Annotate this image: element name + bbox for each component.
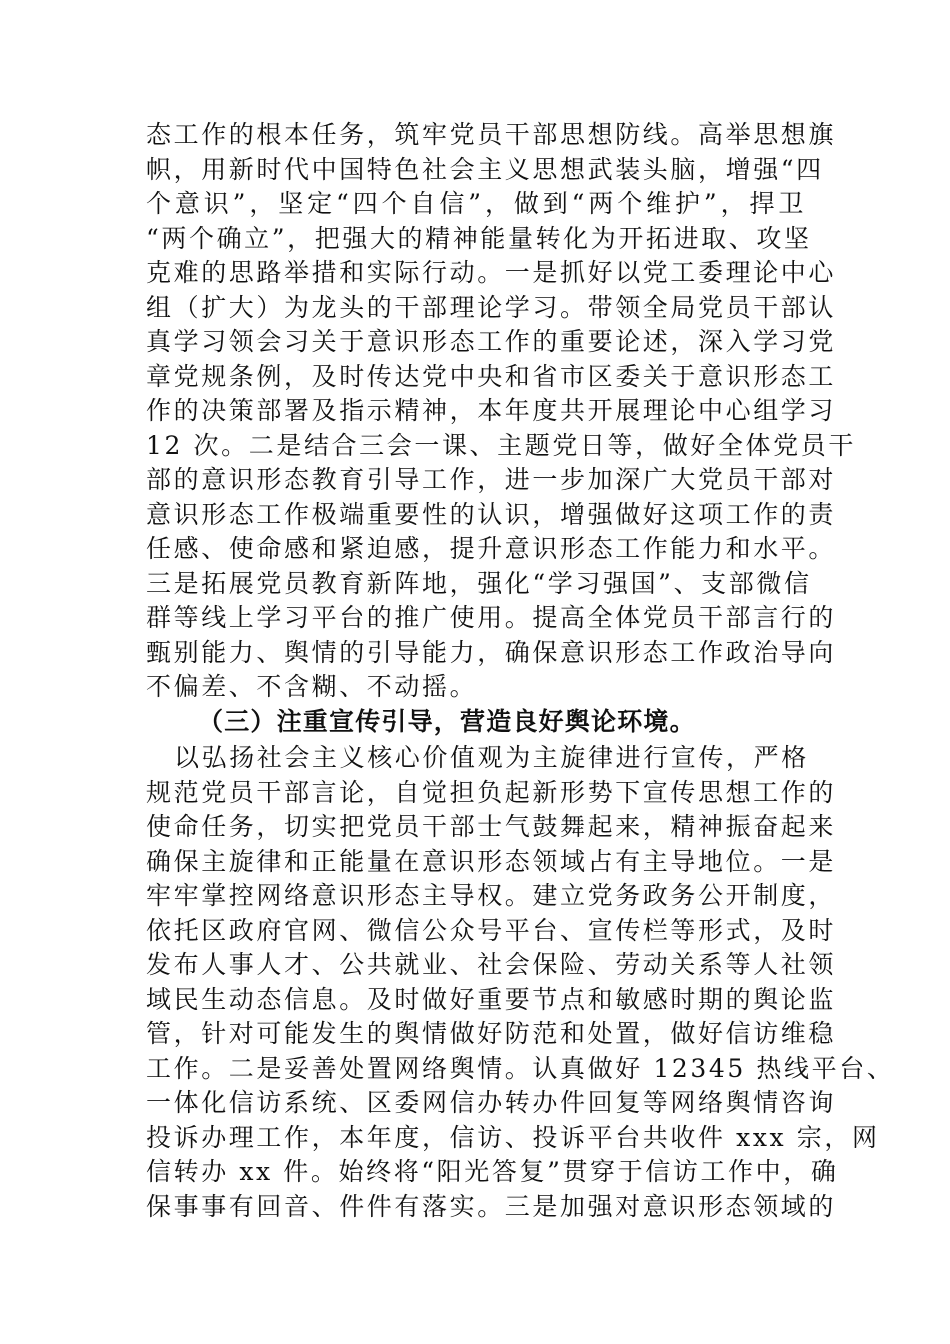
text-line: 12 次。二是结合三会一课、主题党日等，做好全体党员干 bbox=[146, 430, 856, 460]
text-line: 部的意识形态教育引导工作，进一步加深广大党员干部对 bbox=[146, 465, 837, 494]
text-line: 投诉办理工作，本年度，信访、投诉平台共收件 xxx 宗，网 bbox=[146, 1122, 880, 1152]
text-line: 任感、使命感和紧迫感，提升意识形态工作能力和水平。 bbox=[146, 534, 837, 563]
text-line: 不偏差、不含糊、不动摇。 bbox=[146, 672, 478, 701]
section-heading: （三）注重宣传引导，营造良好舆论环境。 bbox=[198, 707, 696, 736]
text-line: 态工作的根本任务，筑牢党员干部思想防线。高举思想旗 bbox=[146, 120, 837, 149]
text-line: 域民生动态信息。及时做好重要节点和敏感时期的舆论监 bbox=[146, 984, 837, 1014]
text-line: 以弘扬社会主义核心价值观为主旋律进行宣传，严格 bbox=[174, 743, 809, 772]
text-line: 克难的思路举措和实际行动。一是抓好以党工委理论中心 bbox=[146, 258, 837, 287]
text-line: 章党规条例，及时传达党中央和省市区委关于意识形态工 bbox=[146, 361, 837, 391]
text-line: 管，针对可能发生的舆情做好防范和处置，做好信访维稳 bbox=[146, 1019, 837, 1048]
text-line: 使命任务，切实把党员干部士气鼓舞起来，精神振奋起来 bbox=[146, 812, 837, 841]
text-line: 工作。二是妥善处置网络舆情。认真做好 12345 热线平台、 bbox=[146, 1053, 895, 1083]
text-line: 三是拓展党员教育新阵地，强化“学习强国”、支部微信 bbox=[146, 568, 812, 598]
text-line: 确保主旋律和正能量在意识形态领域占有主导地位。一是 bbox=[146, 846, 837, 876]
text-line: 帜，用新时代中国特色社会主义思想武装头脑，增强“四 bbox=[146, 154, 824, 184]
text-line: 一体化信访系统、区委网信办转办件回复等网络舆情咨询 bbox=[146, 1088, 837, 1117]
text-line: 保事事有回音、件件有落实。三是加强对意识形态领域的 bbox=[146, 1191, 837, 1221]
text-line: 发布人事人才、公共就业、社会保险、劳动关系等人社领 bbox=[146, 950, 837, 979]
text-line: 甄别能力、舆情的引导能力，确保意识形态工作政治导向 bbox=[146, 637, 837, 667]
paragraph-ideology-foundation bbox=[146, 118, 856, 705]
text-line: 组（扩大）为龙头的干部理论学习。带领全局党员干部认 bbox=[146, 292, 837, 322]
text-line: 作的决策部署及指示精神，本年度共开展理论中心组学习 bbox=[146, 396, 837, 425]
text-line: 真学习领会习关于意识形态工作的重要论述，深入学习党 bbox=[146, 327, 837, 356]
text-line: 依托区政府官网、微信公众号平台、宣传栏等形式，及时 bbox=[146, 915, 837, 945]
text-line: 规范党员干部言论，自觉担负起新形势下宣传思想工作的 bbox=[146, 777, 837, 807]
text-line: 意识形态工作极端重要性的认识，增强做好这项工作的责 bbox=[146, 499, 837, 529]
text-line: 群等线上学习平台的推广使用。提高全体党员干部言行的 bbox=[146, 603, 837, 632]
text-line: 个意识”，坚定“四个自信”，做到“两个维护”，捍卫 bbox=[146, 189, 806, 218]
text-line: “两个确立”，把强大的精神能量转化为开拓进取、攻坚 bbox=[146, 223, 812, 253]
text-line: 牢牢掌控网络意识形态主导权。建立党务政务公开制度， bbox=[146, 881, 837, 910]
paragraph-publicity-guidance bbox=[146, 741, 895, 1224]
text-line: 信转办 xx 件。始终将“阳光答复”贯穿于信访工作中，确 bbox=[146, 1157, 839, 1186]
